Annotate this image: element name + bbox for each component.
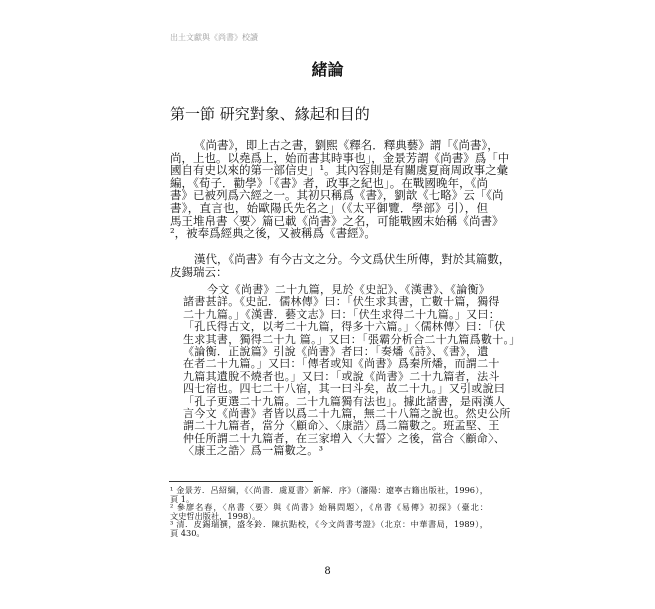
- quote-line: 生求其書，獨得二十九 篇。」又曰：「張霸分析合二十九篇爲數十。」: [183, 332, 521, 346]
- quote-line: 《論衡．正說篇》引說《尚書》者曰：「奏燔《詩》、《書》，遺: [183, 345, 489, 358]
- footnote-line: 頁 1。: [170, 493, 195, 504]
- running-header: 出土文獻與《尚書》校讀: [170, 33, 258, 42]
- quote-line: 九篇其遺脫不燒者也。」又曰：「或說《尚書》二十九篇者，法斗: [183, 369, 500, 383]
- footnote-line: ³ 清．皮錫瑞撰，盛冬鈴．陳抗點校，《今文尚書考證》（北京：中華書局，1989），: [170, 519, 488, 530]
- quote-line: 二十九篇。」《漢書．藝文志》曰：「伏生求得二十九篇。」又曰：: [183, 307, 500, 321]
- quote-line: 在者二十九篇。」又曰：「傳者或知《尚書》爲秦所燔，而謂二十: [183, 357, 500, 371]
- quote-line: 今文《尚書》二十九篇，見於《史記》、《漢書》、《論衡》: [207, 283, 491, 296]
- quote-line: 言今文《尚書》者皆以爲二十九篇，無二十八篇之說也。然史公所: [183, 407, 511, 420]
- quote-line: 諸書甚詳。《史記．儒林傳》曰：「伏生求其書，亡數十篇，獨得: [183, 295, 500, 309]
- quote-line: 〈康王之誥〉爲一篇數之。³: [183, 444, 324, 458]
- body-line: 《尚書》，即上古之書，劉熙《釋名．釋典藝》謂「《尚書》，: [194, 138, 499, 152]
- quote-line: 「孔子更選二十九篇。二十九篇獨有法也」。據此諸書，是兩漢人: [183, 394, 506, 408]
- quote-line: 「孔氏得古文，以考二十九篇，得多十六篇。」〈儒林傳〉曰：「伏: [183, 320, 506, 334]
- body-line: 尚，上也。以堯爲上，始而書其時事也」，金景芳謂《尚書》爲「中: [170, 150, 510, 165]
- body-line: 國自有史以來的第一部信史」¹。其內容則是有關虞夏商周政事之彙: [170, 163, 509, 178]
- footnote-line: 頁 430。: [170, 528, 205, 538]
- quote-line: 謂二十九篇者，當分〈顧命〉、〈康誥〉爲二篇數之。班孟堅、王: [183, 419, 500, 433]
- section-heading: 第一節 研究對象、緣起和目的: [170, 105, 370, 123]
- page-number: 8: [324, 566, 331, 577]
- body-line: 書》，直言也，始歐陽氏先名之」（《太平御覽．學部》引），但: [170, 201, 488, 215]
- body-line: 漢代，《尚書》有今古文之分。今文爲伏生所傳，對於其篇數，: [194, 252, 511, 266]
- footnote-divider: [169, 481, 313, 482]
- body-line: 書》已被列爲六經之一。其初只稱爲《書》，劉歆《七略》云「《尚: [170, 188, 504, 203]
- body-line: 馬王堆帛書〈要〉篇已載《尚書》之名，可能戰國末始稱《尚書》: [170, 213, 504, 228]
- body-line: 編，《荀子．勸學》「《書》者，政事之紀也」。在戰國晚年，《尚: [170, 175, 488, 190]
- footnote-line: 文史哲出版社，1998）。: [170, 510, 261, 521]
- body-line: 皮錫瑞云：: [170, 264, 228, 279]
- chapter-title: 緒論: [311, 60, 344, 79]
- footnote-line: ² 參廖名春，〈帛書〈要〉與《尚書》始稱問題〉，《帛書《易傳》初探》（臺北：: [170, 502, 488, 513]
- quote-line: 仲任所謂二十九篇者，在三家增入〈大誓〉之後，當合〈顧命〉、: [183, 431, 506, 445]
- quote-line: 四七宿也。四七二十八宿，其一曰斗矣，故二十九。」又引或說曰: [183, 382, 506, 396]
- body-line: ²，被奉爲經典之後，又被稱爲《書經》。: [170, 226, 376, 241]
- footnote-line: ¹ 金景芳．呂紹綱，《〈尚書．虞夏書〉新解．序》（瀋陽：遼寧古籍出版社，1996），: [170, 485, 488, 495]
